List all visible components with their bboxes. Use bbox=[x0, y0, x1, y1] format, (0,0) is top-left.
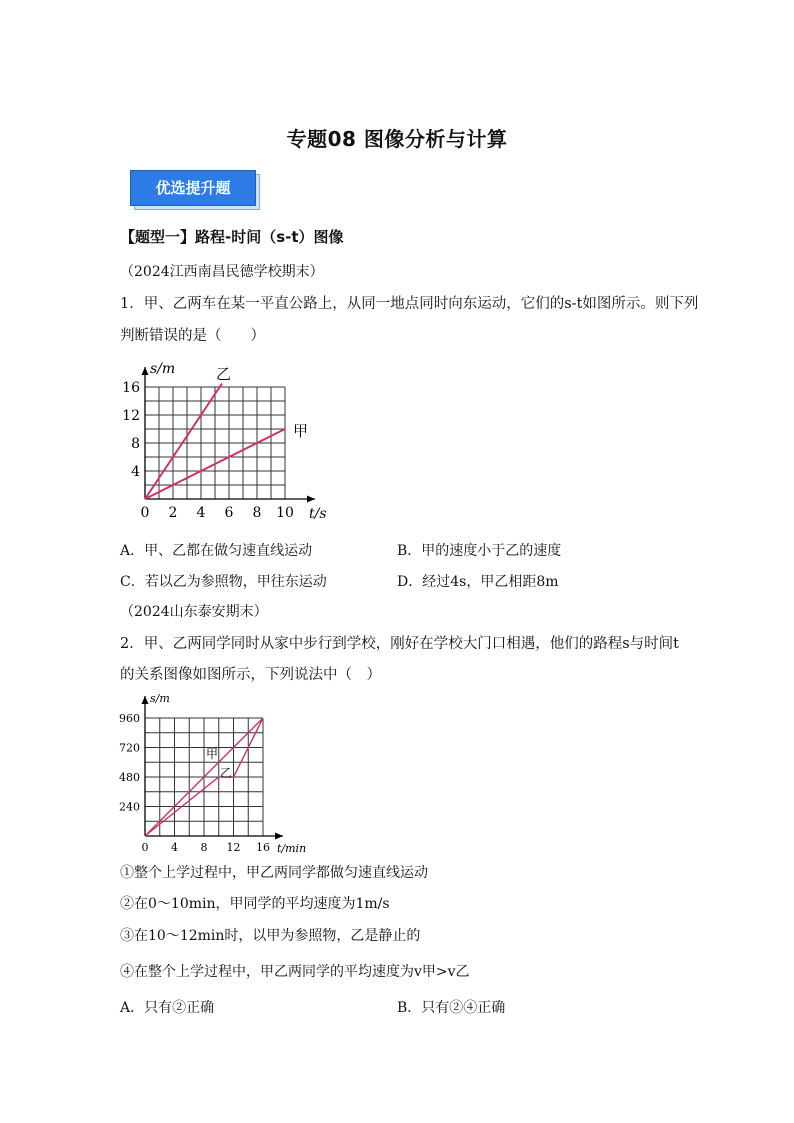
chart-1 bbox=[110, 355, 340, 525]
x-tick-label: 4 bbox=[196, 505, 206, 521]
y-tick-label: 720 bbox=[119, 741, 140, 755]
x-tick-label: 8 bbox=[252, 505, 262, 521]
q1-option-b[interactable]: B．甲的速度小于乙的速度 bbox=[397, 543, 562, 559]
y-tick-label: 8 bbox=[131, 435, 140, 452]
x-axis-arrow bbox=[275, 833, 283, 840]
section-badge bbox=[130, 170, 260, 210]
chart-2 bbox=[115, 687, 325, 855]
x-axis-label: t/min bbox=[277, 842, 307, 855]
y-axis-arrow bbox=[142, 367, 149, 375]
q2-option-b[interactable]: B．只有②④正确 bbox=[397, 1000, 506, 1016]
x-axis-label: t/s bbox=[309, 506, 327, 522]
q2-text-line2: 的关系图像如图所示，下列说法中（ ） bbox=[120, 667, 381, 683]
chart-2-plot bbox=[119, 692, 306, 855]
q2-statement-4: ④在整个上学过程中，甲乙两同学的平均速度为v甲>v乙 bbox=[120, 964, 470, 980]
x-tick-label: 0 bbox=[140, 505, 150, 521]
y-tick-label: 960 bbox=[119, 711, 140, 725]
y-tick-label: 12 bbox=[122, 407, 140, 424]
q1-text-line1: 1．甲、乙两车在某一平直公路上，从同一地点同时向东运动，它们的s-t如图所示。则下列 bbox=[120, 296, 699, 312]
q2-text-line1: 2．甲、乙两同学同时从家中步行到学校，刚好在学校大门口相遇，他们的路程s与时间t bbox=[120, 636, 679, 652]
x-axis-arrow bbox=[307, 496, 315, 503]
y-tick-label: 240 bbox=[119, 800, 140, 814]
section-heading: 【题型一】路程-时间（s-t）图像 bbox=[120, 228, 344, 246]
q1-text-line2: 判断错误的是（ ） bbox=[120, 328, 265, 344]
y-tick-label: 480 bbox=[119, 770, 140, 784]
q1-option-d[interactable]: D．经过4s，甲乙相距8m bbox=[397, 574, 559, 590]
x-tick-label: 12 bbox=[226, 841, 241, 854]
q1-option-a[interactable]: A．甲、乙都在做匀速直线运动 bbox=[120, 543, 313, 559]
y-axis-label: s/m bbox=[150, 692, 170, 705]
q2-statement-3: ③在10～12min时，以甲为参照物，乙是静止的 bbox=[120, 928, 421, 944]
q2-option-a[interactable]: A．只有②正确 bbox=[120, 1000, 215, 1016]
badge-label: 优选提升题 bbox=[130, 170, 256, 206]
q1-option-c[interactable]: C．若以乙为参照物，甲往东运动 bbox=[120, 574, 327, 590]
series-label-0: 乙 bbox=[216, 365, 232, 383]
y-axis-label: s/m bbox=[150, 361, 176, 377]
x-tick-label: 0 bbox=[141, 841, 149, 854]
x-tick-label: 2 bbox=[168, 505, 178, 521]
chart-1-plot bbox=[122, 361, 326, 522]
y-tick-label: 16 bbox=[122, 379, 140, 396]
x-tick-label: 8 bbox=[200, 841, 208, 854]
q2-source: （2024山东泰安期末） bbox=[120, 604, 268, 620]
q2-statement-1: ①整个上学过程中，甲乙两同学都做匀速直线运动 bbox=[120, 865, 428, 881]
x-tick-label: 6 bbox=[224, 505, 234, 521]
y-tick-label: 4 bbox=[131, 463, 140, 480]
q2-statement-2: ②在0～10min，甲同学的平均速度为1m/s bbox=[120, 896, 390, 912]
x-tick-label: 16 bbox=[256, 841, 270, 854]
y-axis-arrow bbox=[142, 696, 149, 704]
q1-source: （2024江西南昌民德学校期末） bbox=[120, 264, 324, 280]
series-label-1: 甲 bbox=[293, 422, 309, 440]
x-tick-label: 10 bbox=[276, 505, 294, 521]
series-label-0: 甲 bbox=[206, 747, 219, 761]
series-label-1: 乙 bbox=[220, 766, 233, 780]
page-title: 专题08 图像分析与计算 bbox=[286, 127, 508, 151]
x-tick-label: 4 bbox=[171, 841, 178, 854]
